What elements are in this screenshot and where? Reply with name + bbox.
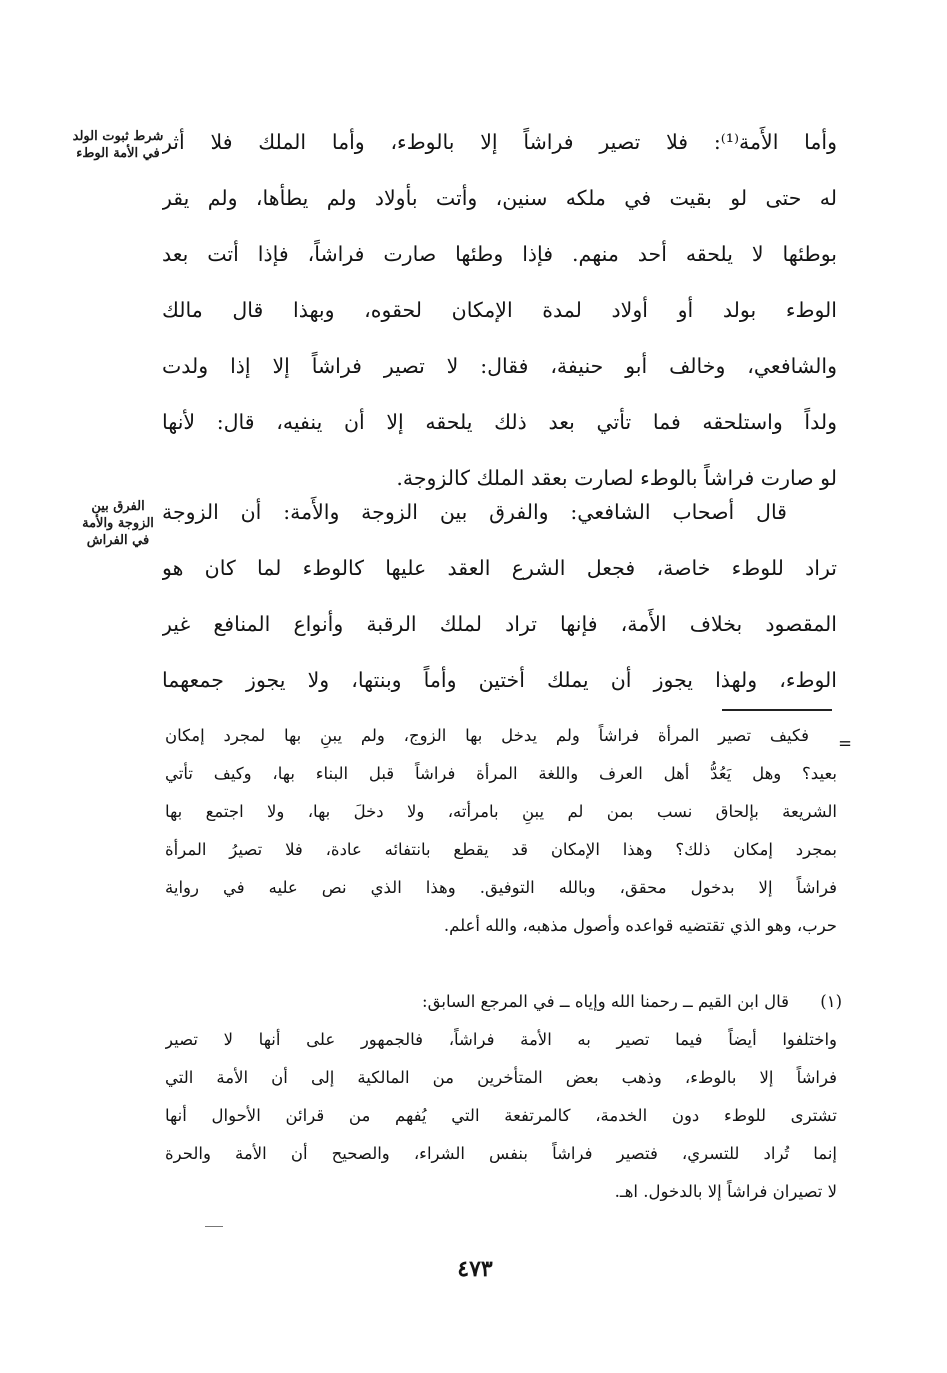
footnote-separator — [722, 709, 832, 711]
scan-speck — [205, 1226, 223, 1227]
footnote-line: لا تصيران فراشاً إلا بالدخول. اهـ. — [614, 1182, 837, 1201]
footnote-line: فكيف تصير المرأة فراشاً ولم يدخل بها الزوج، ولم يبنِ بها لمجرد إمكان — [165, 726, 809, 745]
text-line: قال أصحاب الشافعي: والفرق بين الزوجة والأَمة: أن الزوجة — [162, 500, 787, 524]
margin-note-line: الفرق بين — [91, 499, 145, 514]
footnote-line: إنما تُراد للتسري، فتصير فراشاً بنفس الشراء، والصحيح أن الأمة والحرة — [165, 1144, 837, 1163]
margin-note-wife-slave-difference — [58, 498, 178, 549]
margin-note-line: في الفراش — [86, 533, 150, 548]
footnote-line: بعيد؟ وهل يَعُدُّ أهل العرف واللغة المرأة فراشاً قبل البناء بها، وكيف تأتي — [165, 764, 837, 783]
text-line: وأما الأَمة⁽¹⁾: فلا تصير فراشاً إلا بالوطء، وأما الملك فلا أثر — [162, 130, 837, 154]
margin-note-line: شرط ثبوت الولد — [72, 129, 164, 144]
text-line: والشافعي، وخالف أبو حنيفة، فقال: لا تصير فراشاً إلا إذا ولدت — [162, 354, 837, 378]
footnote-1 — [165, 983, 837, 1211]
text-line: له حتى لو بقيت في ملكه سنين، وأتت بأولاد ولم يطأها، ولم يقر — [162, 186, 837, 210]
page-number: ٤٧٣ — [457, 1256, 493, 1282]
footnote-line: تشترى للوطء دون الخدمة، كالمرتفعة التي يُفهم من قرائن الأحوال أنها — [165, 1106, 837, 1125]
text-line: بوطئها لا يلحقه أحد منهم. فإذا وطئها صارت فراشاً، فإذا أتت بعد — [162, 242, 837, 266]
footnote-line: قال ابن القيم ــ رحمنا الله وإياه ــ في المرجع السابق: — [422, 992, 789, 1011]
text-line: تراد للوطء خاصة، فجعل الشرع العقد عليها كالوطء لما كان هو — [162, 556, 837, 580]
footnote-continuation-mark: = — [838, 734, 852, 753]
footnote-line: بمجرد إمكان ذلك؟ وهذا الإمكان قد يقطع بانتفائه عادة، فلا تصيرُ المرأة — [165, 840, 837, 859]
paragraph-2 — [162, 484, 837, 708]
footnote-line: حرب، وهو الذي تقتضيه قواعده وأصول مذهبه، والله أعلم. — [443, 916, 837, 935]
footnote-line: الشريعة بإلحاق نسب بمن لم يبنِ بامرأته، ولا دخلَ بها، ولا اجتمع بها — [165, 802, 837, 821]
paragraph-1 — [162, 114, 837, 506]
text-line: الوطء بولد أو أولاد لمدة الإمكان لحقوه، وبهذا قال مالك — [162, 298, 837, 322]
footnote-line: واختلفوا أيضاً فيما تصير به الأمة فراشاً، فالجمهور على أنها لا تصير — [165, 1030, 837, 1049]
footnote-line: فراشاً إلا بدخول محقق، وبالله التوفيق. وهذا الذي نص عليه في رواية — [165, 878, 837, 897]
footnote-continuation — [165, 717, 837, 945]
text-line: المقصود بخلاف الأَمة، فإنها تراد لملك الرقبة وأنواع المنافع غير — [162, 612, 837, 636]
text-line: الوطء، ولهذا يجوز أن يملك أختين وأماً وبنتها، ولا يجوز جمعهما — [162, 668, 837, 692]
margin-note-line: في الأمة الوطء — [76, 146, 160, 161]
footnote-1-marker: (١) — [820, 992, 842, 1011]
text-line: ولداً واستلحقه فما تأتي بعد ذلك يلحقه إلا أن ينفيه، قال: لأنها — [162, 410, 837, 434]
footnote-line: فراشاً إلا بالوطء، وذهب بعض المتأخرين من المالكية إلى أن الأمة التي — [165, 1068, 837, 1087]
margin-note-offspring-condition — [58, 128, 178, 162]
margin-note-line: الزوجة والأمة — [82, 516, 154, 531]
text-line: لو صارت فراشاً بالوطء لصارت بعقد الملك كالزوجة. — [396, 466, 837, 490]
